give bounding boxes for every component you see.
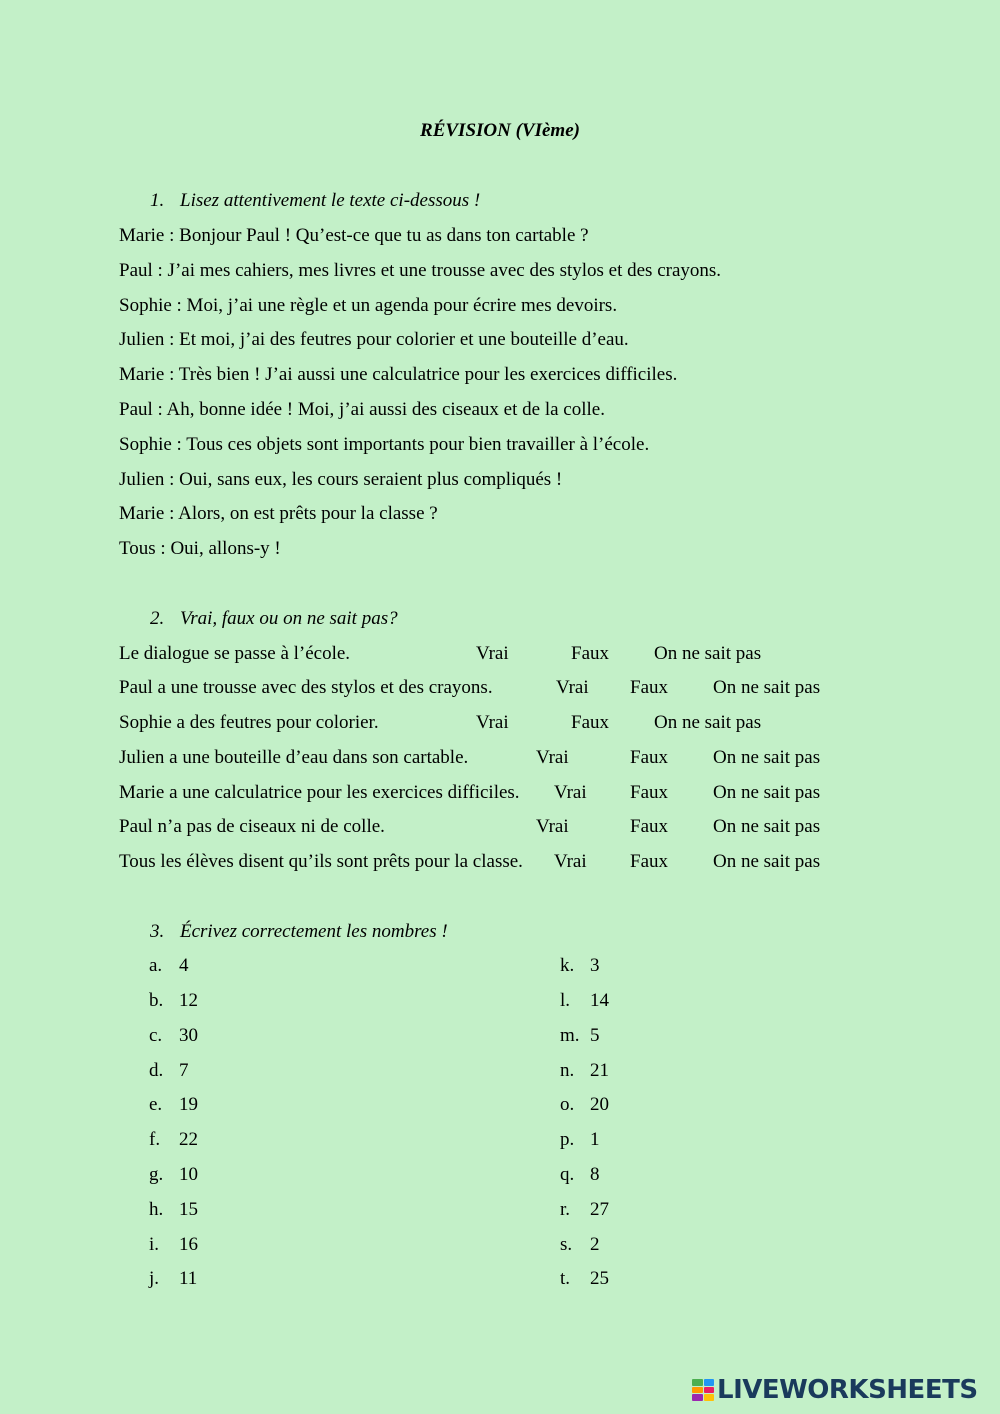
liveworksheets-brand[interactable] [692, 1376, 978, 1404]
item-value: 12 [179, 990, 198, 1011]
item-value: 21 [590, 1060, 609, 1081]
item-label: a. [149, 955, 163, 976]
item-value: 22 [179, 1129, 198, 1150]
dialogue-line: Tous : Oui, allons-y ! [119, 538, 281, 559]
page-title: RÉVISION (VIème) [420, 120, 580, 141]
dialogue-line: Marie : Alors, on est prêts pour la classe ? [119, 503, 438, 524]
item-label: m. [560, 1025, 580, 1046]
item-value: 15 [179, 1199, 198, 1220]
dialogue-line: Julien : Oui, sans eux, les cours seraient plus compliqués ! [119, 469, 563, 490]
number-item [149, 1060, 189, 1082]
item-label: t. [560, 1268, 571, 1289]
option-faux[interactable]: Faux [630, 782, 668, 803]
logo-square [692, 1379, 703, 1386]
item-label: i. [149, 1234, 160, 1255]
option-faux[interactable]: Faux [571, 643, 609, 664]
item-value: 8 [590, 1164, 600, 1185]
section2-number: 2. [150, 608, 165, 629]
item-label: l. [560, 990, 571, 1011]
item-value: 27 [590, 1199, 609, 1220]
dialogue-line: Sophie : Tous ces objets sont importants pour bien travailler à l’école. [119, 434, 650, 455]
option-vrai[interactable]: Vrai [554, 782, 587, 803]
number-item [560, 1234, 600, 1256]
option-on-ne-sait-pas[interactable]: On ne sait pas [713, 816, 821, 837]
item-value: 4 [179, 955, 189, 976]
section1-heading [150, 190, 480, 212]
option-vrai[interactable]: Vrai [554, 851, 587, 872]
number-item [149, 1268, 197, 1290]
logo-square [692, 1387, 703, 1394]
statement: Paul n’a pas de ciseaux ni de colle. [119, 816, 385, 837]
option-faux[interactable]: Faux [630, 677, 668, 698]
number-item [149, 1199, 198, 1221]
item-value: 5 [590, 1025, 600, 1046]
item-label: p. [560, 1129, 575, 1150]
item-value: 30 [179, 1025, 198, 1046]
item-label: o. [560, 1094, 575, 1115]
number-item [560, 1164, 600, 1186]
item-label: j. [149, 1268, 160, 1289]
item-value: 1 [590, 1129, 600, 1150]
option-faux[interactable]: Faux [630, 851, 668, 872]
item-value: 19 [179, 1094, 198, 1115]
item-label: e. [149, 1094, 163, 1115]
number-item [149, 1234, 198, 1256]
item-label: h. [149, 1199, 164, 1220]
number-item [149, 1025, 198, 1047]
logo-square [704, 1379, 715, 1386]
option-on-ne-sait-pas[interactable]: On ne sait pas [713, 747, 821, 768]
brand-text: LIVEWORKSHEETS [717, 1375, 978, 1405]
liveworksheets-logo-icon [692, 1379, 714, 1401]
section3-heading [150, 921, 448, 943]
item-value: 7 [179, 1060, 189, 1081]
number-item [149, 1094, 198, 1116]
number-item [560, 1094, 609, 1116]
item-label: k. [560, 955, 575, 976]
logo-square [692, 1394, 703, 1401]
option-vrai[interactable]: Vrai [556, 677, 589, 698]
number-item [560, 1199, 609, 1221]
number-item [560, 955, 600, 977]
statement: Paul a une trousse avec des stylos et des crayons. [119, 677, 493, 698]
item-value: 25 [590, 1268, 609, 1289]
number-item [560, 1060, 609, 1082]
statement: Sophie a des feutres pour colorier. [119, 712, 379, 733]
item-value: 2 [590, 1234, 600, 1255]
section2-heading [150, 608, 398, 630]
number-item [149, 955, 189, 977]
logo-square [704, 1387, 715, 1394]
section2-heading-text: Vrai, faux ou on ne sait pas? [180, 608, 398, 629]
option-on-ne-sait-pas[interactable]: On ne sait pas [713, 782, 821, 803]
dialogue-line: Marie : Très bien ! J’ai aussi une calculatrice pour les exercices difficiles. [119, 364, 678, 385]
number-item [560, 1129, 600, 1151]
option-on-ne-sait-pas[interactable]: On ne sait pas [713, 851, 821, 872]
option-faux[interactable]: Faux [630, 816, 668, 837]
item-label: r. [560, 1199, 571, 1220]
item-value: 16 [179, 1234, 198, 1255]
option-vrai[interactable]: Vrai [476, 712, 509, 733]
number-item [560, 990, 609, 1012]
dialogue-line: Julien : Et moi, j’ai des feutres pour colorier et une bouteille d’eau. [119, 329, 629, 350]
number-item [560, 1268, 609, 1290]
logo-square [704, 1394, 715, 1401]
statement: Tous les élèves disent qu’ils sont prêts pour la classe. [119, 851, 523, 872]
section3-number: 3. [150, 921, 165, 942]
number-item [149, 990, 198, 1012]
option-on-ne-sait-pas[interactable]: On ne sait pas [713, 677, 821, 698]
item-label: d. [149, 1060, 164, 1081]
statement: Julien a une bouteille d’eau dans son cartable. [119, 747, 469, 768]
item-label: c. [149, 1025, 163, 1046]
option-faux[interactable]: Faux [630, 747, 668, 768]
number-item [149, 1129, 198, 1151]
item-value: 10 [179, 1164, 198, 1185]
dialogue-line: Paul : Ah, bonne idée ! Moi, j’ai aussi des ciseaux et de la colle. [119, 399, 605, 420]
number-item [560, 1025, 600, 1047]
item-value: 20 [590, 1094, 609, 1115]
option-vrai[interactable]: Vrai [536, 816, 569, 837]
option-faux[interactable]: Faux [571, 712, 609, 733]
option-on-ne-sait-pas[interactable]: On ne sait pas [654, 643, 762, 664]
statement: Marie a une calculatrice pour les exercices difficiles. [119, 782, 520, 803]
item-label: s. [560, 1234, 573, 1255]
option-vrai[interactable]: Vrai [476, 643, 509, 664]
section1-heading-text: Lisez attentivement le texte ci-dessous ! [180, 190, 481, 211]
item-label: g. [149, 1164, 164, 1185]
option-on-ne-sait-pas[interactable]: On ne sait pas [654, 712, 762, 733]
item-value: 3 [590, 955, 600, 976]
section1-number: 1. [150, 190, 165, 211]
option-vrai[interactable]: Vrai [536, 747, 569, 768]
item-label: b. [149, 990, 164, 1011]
dialogue-line: Marie : Bonjour Paul ! Qu’est-ce que tu as dans ton cartable ? [119, 225, 589, 246]
dialogue-line: Paul : J’ai mes cahiers, mes livres et une trousse avec des stylos et des crayons. [119, 260, 722, 281]
item-value: 11 [179, 1268, 198, 1289]
number-item [149, 1164, 198, 1186]
item-label: q. [560, 1164, 575, 1185]
item-value: 14 [590, 990, 609, 1011]
dialogue-line: Sophie : Moi, j’ai une règle et un agenda pour écrire mes devoirs. [119, 295, 618, 316]
item-label: n. [560, 1060, 575, 1081]
section3-heading-text: Écrivez correctement les nombres ! [180, 921, 448, 942]
item-label: f. [149, 1129, 161, 1150]
statement: Le dialogue se passe à l’école. [119, 643, 351, 664]
